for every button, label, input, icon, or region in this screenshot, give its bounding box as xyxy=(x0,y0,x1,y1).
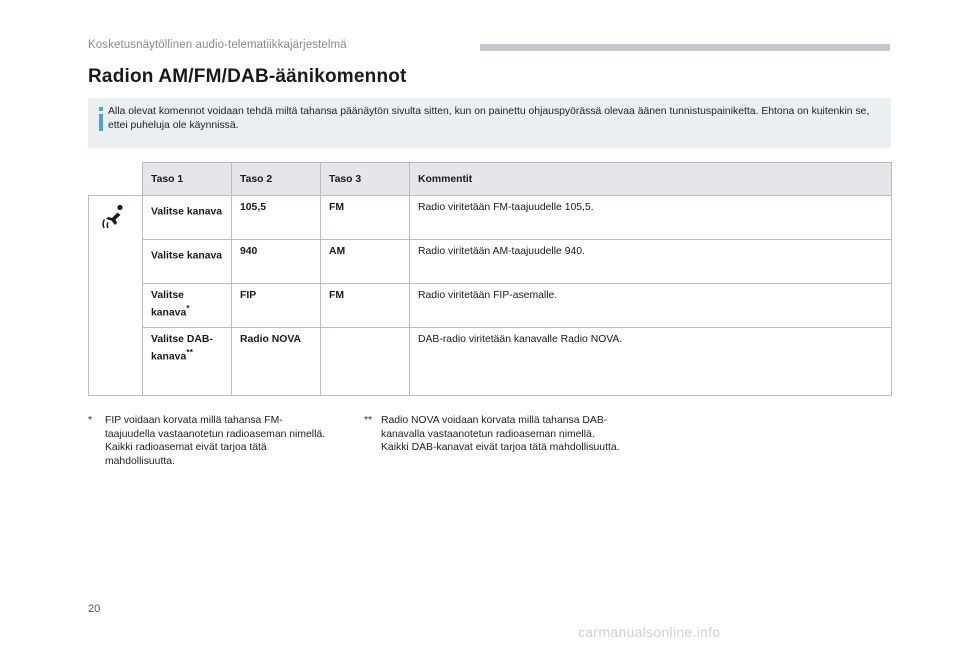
voice-command-icon xyxy=(101,204,127,230)
cell-comment: Radio viritetään AM-taajuudelle 940. xyxy=(410,240,892,284)
cell-level2: 105,5 xyxy=(232,196,321,240)
watermark: carmanualsonline.info xyxy=(578,624,721,640)
page-number: 20 xyxy=(88,603,101,615)
cell-level2: FIP xyxy=(232,284,321,328)
cell-level3 xyxy=(321,328,410,396)
table-header-level2: Taso 2 xyxy=(232,163,321,196)
footnote-mark: ** xyxy=(364,415,373,426)
table-row xyxy=(89,240,892,284)
cell-comment: Radio viritetään FM-taajuudelle 105,5. xyxy=(410,196,892,240)
cell-comment: DAB-radio viritetään kanavalle Radio NOVA. xyxy=(410,328,892,396)
voice-icon-cell xyxy=(89,196,143,396)
table-row xyxy=(89,196,892,240)
cell-level1: Valitse DAB-kanava** xyxy=(143,328,232,396)
table-header-blank xyxy=(89,163,143,196)
cell-level2: Radio NOVA xyxy=(232,328,321,396)
cell-level2: 940 xyxy=(232,240,321,284)
cell-level1: Valitse kanava xyxy=(143,240,232,284)
table-row xyxy=(89,328,892,396)
table-header-level3: Taso 3 xyxy=(321,163,410,196)
footnote-text: FIP voidaan korvata millä tahansa FM-taajuudella vastaanotetun radioaseman nimellä. Kaikki radioasemat eivät tarjoa tätä mahdollisuutta. xyxy=(105,415,326,467)
table-header-row xyxy=(89,163,892,196)
cell-level1: Valitse kanava xyxy=(143,196,232,240)
table-header-level1: Taso 1 xyxy=(143,163,232,196)
table-row xyxy=(89,284,892,328)
cell-level1: Valitse kanava* xyxy=(143,284,232,328)
cell-level3: AM xyxy=(321,240,410,284)
info-icon xyxy=(97,107,105,131)
running-header: Kosketusnäytöllinen audio-telematiikkajärjestelmä xyxy=(88,39,347,51)
info-text: Alla olevat komennot voidaan tehdä miltä tahansa päänäytön sivulta sitten, kun on painettu ohjauspyörässä olevaa äänen tunnistuspainiketta. Ehtona on kuitenkin se, ettei puheluja ole käynnissä. xyxy=(108,106,870,131)
header-bar xyxy=(480,44,890,51)
cell-level3: FM xyxy=(321,196,410,240)
page-title: Radion AM/FM/DAB-äänikomennot xyxy=(88,66,407,87)
footnote-text: Radio NOVA voidaan korvata millä tahansa DAB-kanavalla vastaanotetun radioaseman nimellä. Kaikki DAB-kanavat eivät tarjoa tätä mahdollisuutta. xyxy=(381,415,620,453)
cell-level3: FM xyxy=(321,284,410,328)
footnote-mark: * xyxy=(88,415,93,426)
info-box xyxy=(88,98,891,148)
table-header-comment: Kommentit xyxy=(410,163,892,196)
voice-command-table xyxy=(88,162,892,396)
cell-comment: Radio viritetään FIP-asemalle. xyxy=(410,284,892,328)
